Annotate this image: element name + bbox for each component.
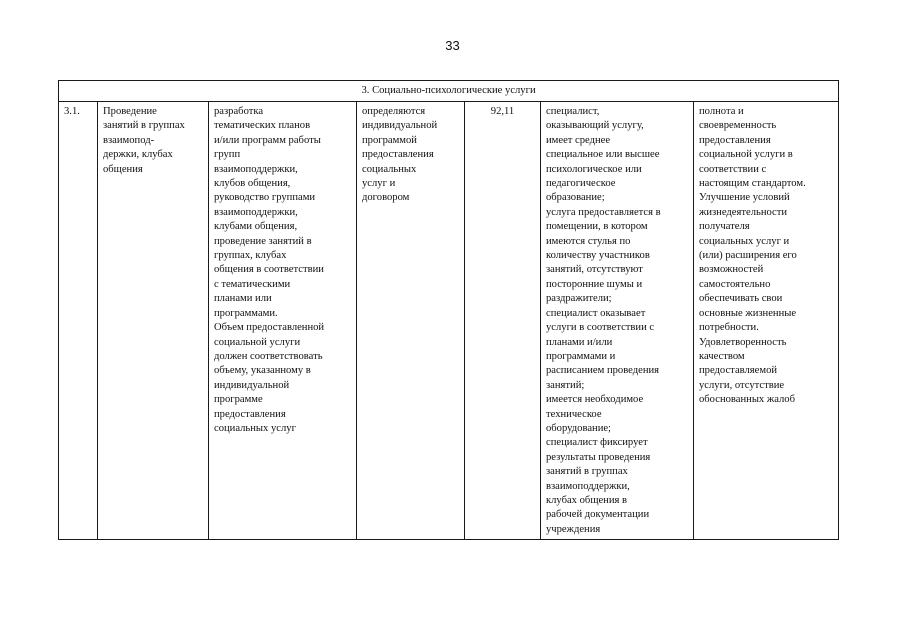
services-table <box>58 80 839 540</box>
service-terms-cell: определяются индивидуальной программой предоставления социальных услуг и договором <box>357 102 465 540</box>
service-description-cell: разработка тематических планов и/или программ работы групп взаимоподдержки, клубов общения, руководство группами взаимоподдержки, клубами общения, проведение занятий в группах, клубах общения в соответствии с тематическими планами или программами. Объем предоставленной социальной услуги должен соответствовать объему, указанному в индивидуальной программе предоставления социальных услуг <box>209 102 357 540</box>
conditions-cell: специалист, оказывающий услугу, имеет среднее специальное или высшее психологическое или педагогическое образование; услуга предоставляется в помещении, в котором имеются стулья по количеству участников занятий, отсутствуют посторонние шумы и раздражители; специалист оказывает услуги в соответствии с планами и/или программами и расписанием проведения занятий; имеется необходимое техническое оборудование; специалист фиксирует результаты проведения занятий в группах взаимоподдержки, клубах общения в рабочей документации учреждения <box>541 102 694 540</box>
page-number: 33 <box>445 38 460 53</box>
row-number-cell: 3.1. <box>59 102 98 540</box>
section-header-row <box>59 81 839 102</box>
quality-indicators-cell: полнота и своевременность предоставления социальной услуги в соответствии с настоящим стандартом. Улучшение условий жизнедеятельности получателя социальных услуг и (или) расширения его возможностей самостоятельно обеспечивать свои основные жизненные потребности. Удовлетворенность качеством предоставляемой услуги, отсутствие обоснованных жалоб <box>694 102 839 540</box>
table-row <box>59 102 839 540</box>
tariff-cell: 92,11 <box>465 102 541 540</box>
section-title: 3. Социально-психологические услуги <box>59 81 839 102</box>
service-name-cell: Проведение занятий в группах взаимопод- держки, клубах общения <box>98 102 209 540</box>
